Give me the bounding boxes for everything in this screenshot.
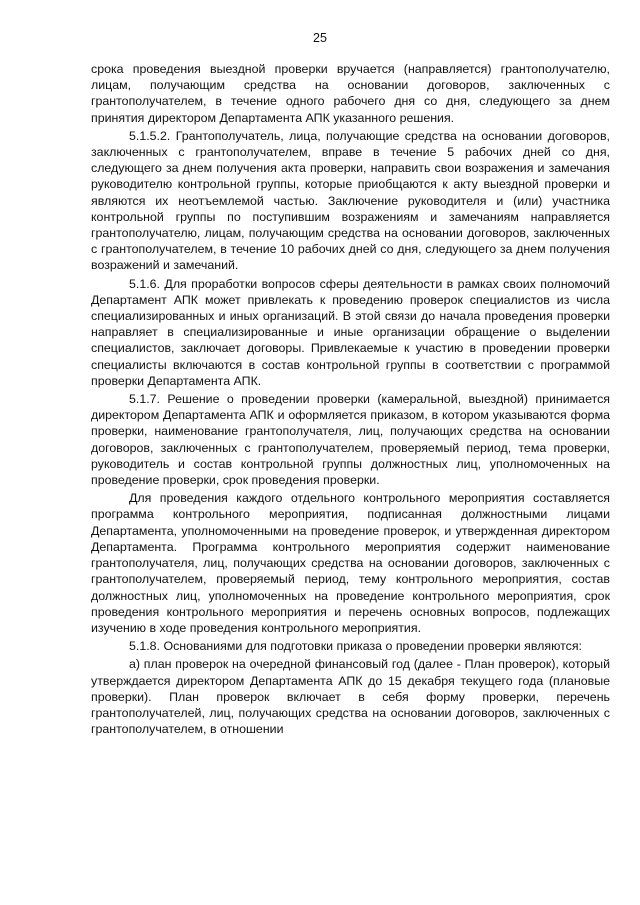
page-number: 25 [313,31,327,45]
paragraph-5-1-5-2: 5.1.5.2. Грантополучатель, лица, получающие средства на основании договоров, заключенных с грантополучателем, вправе в течение 5 рабочих дней со дня, следующего за днем получения акта проверки, направить свои возражения и замечания руководителю контрольной группы, которые приобщаются к акту выездной проверки и являются их неотъемлемой частью. Заключение руководителя и (или) участника контрольной группы по поступившим возражениям и замечаниям направляется грантополучателю, лицам, получающим средства на основании договоров, заключенных с грантополучателем, в течение 10 рабочих дней со дня, следующего за днем получения возражений и замечаний. [91,128,610,273]
paragraph-5-1-6: 5.1.6. Для проработки вопросов сферы деятельности в рамках своих полномочий Департамент АПК может привлекать к проведению проверок специалистов из числа специализированных и иных организаций. В этой связи до начала проведения проверки направляет в специализированные и иные организации обращение о выделении специалистов, заключает договоры. Привлекаемые к участию в проведении проверки специалисты включаются в состав контрольной группы в соответствии с программой проверки Департамента АПК. [91,276,610,388]
document-body [91,61,610,739]
paragraph-program: Для проведения каждого отдельного контрольного мероприятия составляется программа контрольного мероприятия, подписанная должностными лицами Департамента, уполномоченными на проведение проверок, и утвержденная директором Департамента. Программа контрольного мероприятия содержит наименование грантополучателя, лиц, получающих средства на основании договоров, заключенных с грантополучателем, проверяемый период, тему контрольного мероприятия, состав должностных лиц, уполномоченных на проведение контрольного мероприятия, срок проведения контрольного мероприятия и перечень основных вопросов, подлежащих изучению в ходе проведения контрольного мероприятия. [91,491,610,635]
paragraph-5-1-7: 5.1.7. Решение о проведении проверки (камеральной, выездной) принимается директором Департамента АПК и оформляется приказом, в котором указываются форма проверки, наименование грантополучателя, лиц, получающих средства на основании договоров, заключенных с грантополучателем, проверяемый период, тема проверки, руководитель и состав контрольной группы должностных лиц, уполномоченных на проведение проверки, срок проведения проверки. [91,392,610,488]
paragraph-1: срока проведения выездной проверки вручается (направляется) грантополучателю, лицам, получающим средства на основании договоров, заключенных с грантополучателем, в течение одного рабочего дня со дня, следующего за днем принятия директором Департамента АПК указанного решения. [91,62,610,125]
paragraph-5-1-8: 5.1.8. Основаниями для подготовки приказа о проведении проверки являются: [129,639,583,654]
paragraph-item-a: а) план проверок на очередной финансовый год (далее - План проверок), который утверждается директором Департамента АПК до 15 декабря текущего года (плановые проверки). План проверок включает в себя форму проверки, перечень грантополучателей, лиц, получающих средства на основании договоров, заключенных с грантополучателем, в отношении [91,657,610,737]
